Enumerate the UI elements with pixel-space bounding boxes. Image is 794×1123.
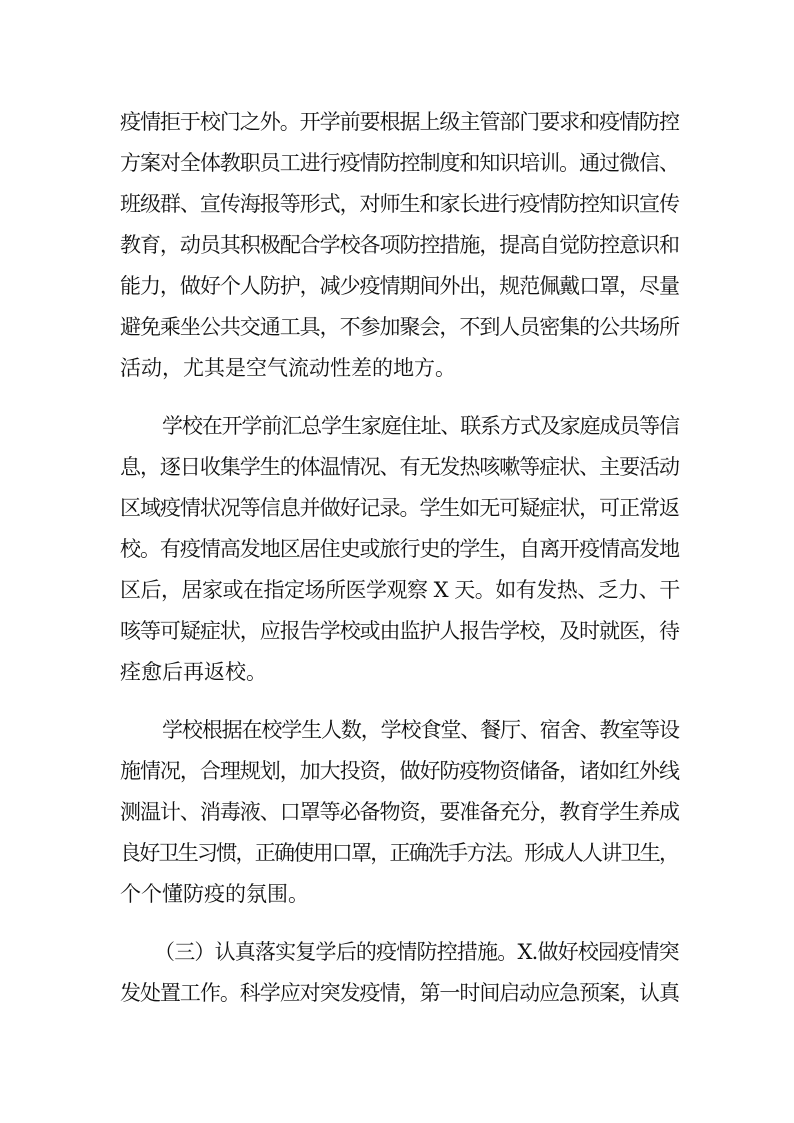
paragraph-4-line-2: 发处置工作。科学应对突发疫情，第一时间启动应急预案，认真 xyxy=(120,981,679,1005)
paragraph-2-line-6: 咳等可疑症状，应报告学校或由监护人报告学校，及时就医，待 xyxy=(120,619,679,643)
paragraph-1-line-5: 能力，做好个人防护，减少疫情期间外出，规范佩戴口罩，尽量 xyxy=(120,274,679,298)
paragraph-2-line-4: 校。有疫情高发地区居住史或旅行史的学生，自离开疫情高发地 xyxy=(120,537,679,561)
paragraph-3-line-2: 施情况，合理规划，加大投资，做好防疫物资储备，诸如红外线 xyxy=(120,759,679,783)
paragraph-2-line-5: 区后，居家或在指定场所医学观察 X 天。如有发热、乏力、干 xyxy=(120,578,680,602)
paragraph-2-line-2: 息，逐日收集学生的体温情况、有无发热咳嗽等症状、主要活动 xyxy=(120,455,679,479)
paragraph-1-line-1: 疫情拒于校门之外。开学前要根据上级主管部门要求和疫情防控 xyxy=(120,110,679,134)
paragraph-3-line-5: 个个懂防疫的氛围。 xyxy=(120,882,309,906)
paragraph-1-line-3: 班级群、宣传海报等形式，对师生和家长进行疫情防控知识宣传 xyxy=(120,192,679,216)
paragraph-3-line-3: 测温计、消毒液、口罩等必备物资，要准备充分，教育学生养成 xyxy=(120,800,679,824)
paragraph-1-line-7: 活动，尤其是空气流动性差的地方。 xyxy=(120,356,456,380)
paragraph-1-line-4: 教育，动员其积极配合学校各项防控措施，提高自觉防控意识和 xyxy=(120,233,679,257)
paragraph-1-line-6: 避免乘坐公共交通工具，不参加聚会，不到人员密集的公共场所 xyxy=(120,315,679,339)
paragraph-1-line-2: 方案对全体教职员工进行疫情防控制度和知识培训。通过微信、 xyxy=(120,151,679,175)
paragraph-4-line-1: （三）认真落实复学后的疫情防控措施。X.做好校园疫情突 xyxy=(154,940,679,964)
paragraph-3-line-4: 良好卫生习惯，正确使用口罩，正确洗手方法。形成人人讲卫生， xyxy=(120,841,679,865)
paragraph-3-line-1: 学校根据在校学生人数，学校食堂、餐厅、宿舍、教室等设 xyxy=(162,718,679,742)
paragraph-2-line-3: 区域疫情状况等信息并做好记录。学生如无可疑症状，可正常返 xyxy=(120,496,679,520)
paragraph-2-line-7: 痊愈后再返校。 xyxy=(120,660,267,684)
paragraph-2-line-1: 学校在开学前汇总学生家庭住址、联系方式及家庭成员等信 xyxy=(162,414,679,438)
